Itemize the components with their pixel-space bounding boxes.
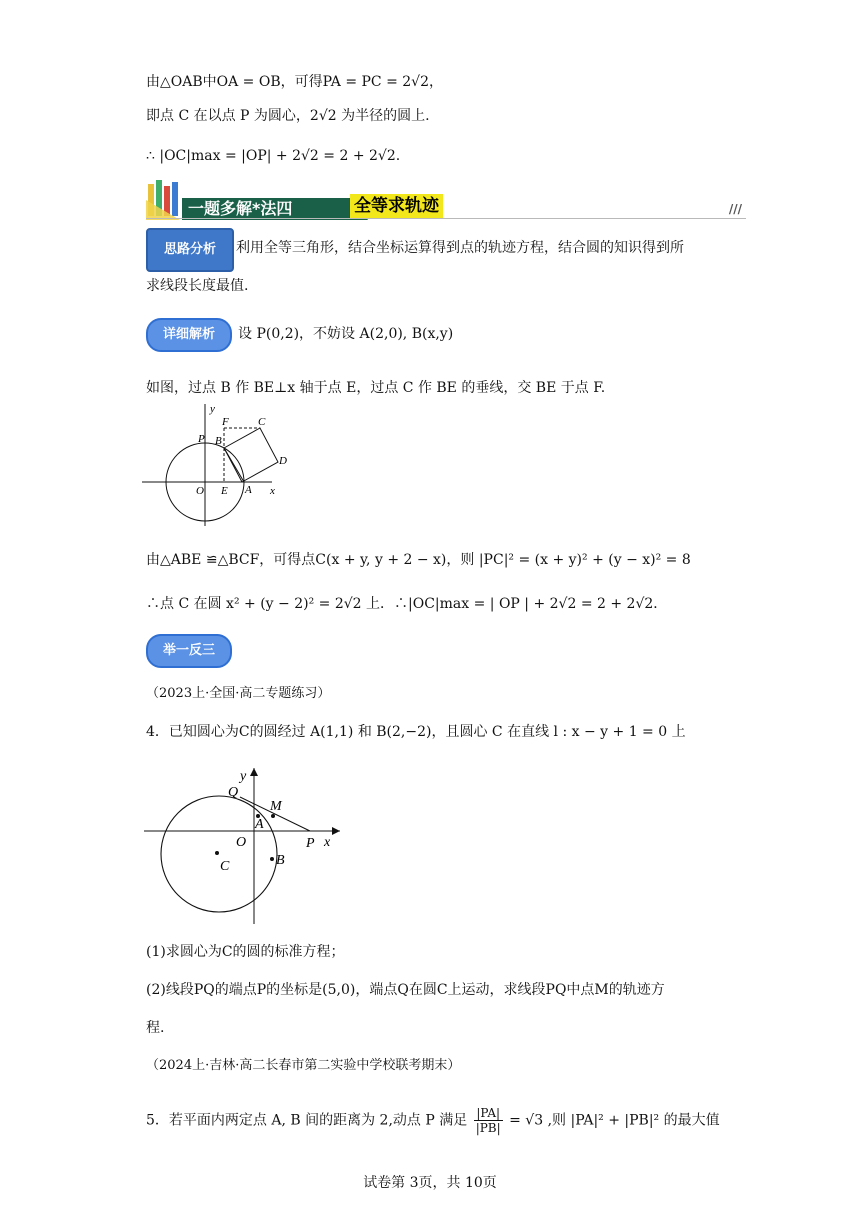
question-5 [146,1106,720,1135]
detail-text: 设 P(0,2)，不妨设 A(2,0), B(x,y) [238,326,454,342]
question-4: 4．已知圆心为C的圆经过 A(1,1) 和 B(2,−2)，且圆心 C 在直线 l : x − y + 1 = 0 上 [146,724,686,740]
fig2-label-C: C [220,859,230,874]
circle-text: ∴点 C 在圆 x² + (y − 2)² = 2√2 上．∴|OC|max = | OP | + 2√2 = 2 + 2√2． [146,596,668,612]
text-line-1: 由△OAB中OA = OB，可得PA = PC = 2√2， [146,74,444,90]
fig1-label-E: E [221,485,228,497]
fraction-denominator: |PB| [475,1121,501,1135]
analysis-text-2: 求线段长度最值. [146,278,249,294]
banner-title: 全等求轨迹 [350,194,443,218]
question-4-part-2-cont: 程. [146,1020,165,1036]
practice-badge: 举一反三 [146,634,232,668]
fig1-label-O: O [196,485,204,497]
method-banner [146,180,746,220]
figure-description: 如图，过点 B 作 BE⊥x 轴于点 E，过点 C 作 BE 的垂线，交 BE 于点 F. [146,380,606,396]
figure-1-geometry [142,398,302,528]
fig1-label-A: A [245,484,252,496]
fig2-label-B: B [276,853,285,868]
source-1: （2023上·全国·高二专题练习） [146,686,331,701]
fig1-label-x: x [270,485,275,497]
detail-badge: 详细解析 [146,318,232,352]
fig1-label-F: F [222,416,229,428]
banner-rule [146,218,746,219]
analysis-badge: 思路分析 [146,228,234,272]
question-4-part-2: (2)线段PQ的端点P的坐标是(5,0)，端点Q在圆C上运动，求线段PQ中点M的轨迹方 [146,982,665,998]
stationery-icon [146,180,186,220]
fraction-numerator: |PA| [474,1106,503,1121]
fig1-label-y: y [210,403,215,415]
question-4-part-1: (1)求圆心为C的圆的标准方程； [146,944,345,960]
source-2: （2024上·吉林·高二长春市第二实验中学校联考期末） [146,1058,461,1073]
question-5-suffix: = √3 ,则 |PA|² + |PB|² 的最大值 [509,1112,720,1129]
banner-tag: 一题多解*法四 [182,198,354,220]
text-line-2: 即点 C 在以点 P 为圆心，2√2 为半径的圆上. [146,108,430,124]
fig2-label-P: P [306,836,315,851]
fig2-label-y: y [240,769,247,784]
analysis-text: 利用全等三角形，结合坐标运算得到点的轨迹方程，结合圆的知识得到所 [236,240,684,256]
fig1-label-D: D [279,455,287,467]
congruent-text: 由△ABE ≌△BCF，可得点C(x + y, y + 2 − x)，则 |PC|² = (x + y)² + (y − x)² = 8 [146,552,691,568]
fig2-label-Q: Q [228,785,239,800]
fig2-label-x: x [324,835,331,850]
question-5-prefix: 5．若平面内两定点 A, B 间的距离为 2,动点 P 满足 [146,1112,468,1129]
fig1-label-B: B [215,435,222,447]
fig2-label-A: A [255,817,264,832]
fig1-label-C: C [258,416,266,428]
figure-2-geometry [144,764,344,924]
question-5-fraction [474,1106,503,1135]
fig2-label-O: O [236,835,247,850]
banner-slash: /// [728,202,742,216]
fig1-label-P: P [198,433,205,445]
text-line-3: ∴ |OC|max = |OP| + 2√2 = 2 + 2√2. [146,148,401,164]
page-footer: 试卷第 3页，共 10页 [363,1175,497,1191]
fig2-label-M: M [270,799,282,814]
